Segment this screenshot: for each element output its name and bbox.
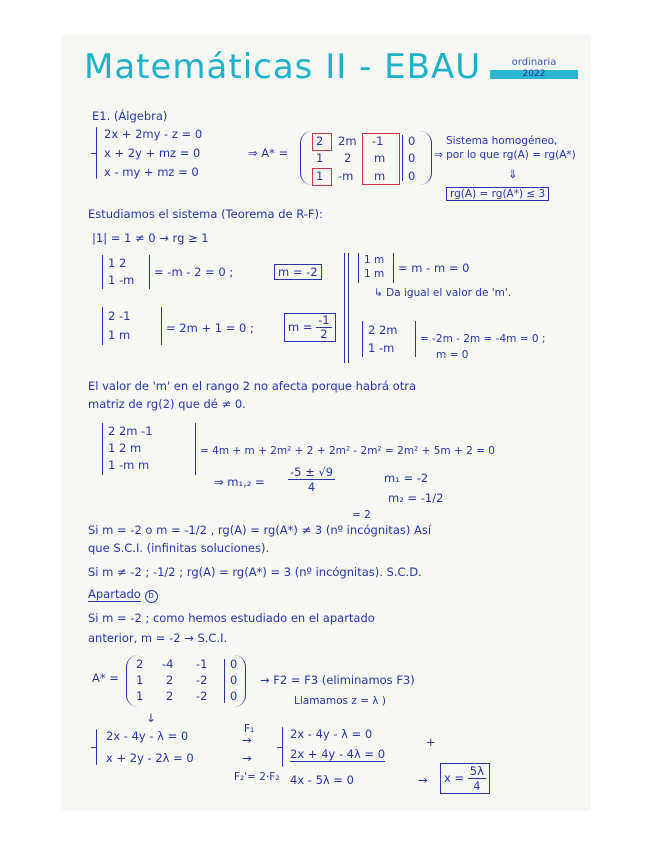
system-2-eq-2: x + 2y - 2λ = 0 (106, 751, 194, 765)
operation-f2: F₂'= 2·F₂ (234, 771, 280, 783)
det-4-row-2: 1 -m (368, 341, 395, 355)
augmented-matrix-b (126, 655, 246, 707)
roots-frac-num: -5 ± √9 (290, 465, 334, 479)
det-2-frac-den: 2 (320, 327, 328, 341)
det-1-result: = -m - 2 = 0 ; (154, 265, 234, 279)
column-divider (344, 253, 345, 363)
paragraph-line-1: El valor de 'm' en el rango 2 no afecta porque habrá otra (88, 379, 417, 393)
final-answer-den: 4 (473, 779, 481, 793)
det-2-frac-num: -1 (318, 313, 330, 327)
apartado-letter: b (145, 590, 158, 603)
det-1-row-2: 1 -m (108, 273, 135, 287)
study-heading: Estudiamos el sistema (Teorema de R-F): (88, 207, 323, 221)
rank-bound-box: rg(A) = rg(A*) ≤ 3 (446, 187, 549, 201)
matrix-b-divider (224, 659, 225, 703)
homogeneous-note: Sistema homogéneo, (446, 135, 558, 147)
implies-arrow: ⇓ (508, 167, 518, 181)
case-1: Si m = -2 o m = -1/2 , rg(A) = rg(A*) ≠ 3 (nº incógnitas) Así (88, 523, 432, 537)
matB-r3c4: 0 (230, 689, 238, 703)
column-divider-2 (348, 253, 349, 363)
matA-r1c4: 0 (408, 134, 416, 148)
final-arrow: → (418, 773, 428, 787)
operation-arrow-2: → (242, 751, 252, 765)
roots-frac-den: 4 (307, 480, 316, 494)
final-answer (440, 763, 490, 794)
system-2-eq-1: 2x - 4y - λ = 0 (106, 729, 189, 743)
det-3-note: ↳ Da igual el valor de 'm'. (374, 287, 512, 299)
det-4-result: = -2m - 2m = -4m = 0 ; (420, 333, 546, 345)
system-2-brace (96, 729, 97, 765)
matB-r1c2: -4 (162, 657, 174, 671)
apartado-label: Apartado (88, 587, 141, 601)
det-5-row-2: 1 2 m (108, 441, 142, 455)
operation-arrow-1: → (242, 733, 252, 747)
system-eq-2: x + 2y + mz = 0 (104, 146, 201, 160)
matB-r1c4: 0 (230, 657, 238, 671)
matA-r2c4: 0 (408, 151, 416, 165)
det-5-result: = 4m + m + 2m² + 2 + 2m² - 2m² = 2m² + 5m + 2 = 0 (200, 445, 495, 457)
roots-frac (288, 465, 335, 494)
part-b-line-2: anterior, m = -2 → S.C.I. (88, 631, 228, 645)
operation-f1: F₁ (244, 723, 255, 735)
final-answer-lhs: x = (444, 771, 465, 785)
system-eq-3: x - my + mz = 0 (104, 165, 199, 179)
system-3-eq-1: 2x - 4y - λ = 0 (290, 727, 373, 741)
apartado-heading (88, 587, 158, 603)
down-arrow: ↓ (146, 711, 156, 725)
det-2-solution-frac (316, 314, 331, 341)
matA-r2c2: 2 (344, 151, 352, 165)
matB-r3c1: 1 (136, 689, 144, 703)
rank-equality-note: ⇒ por lo que rg(A) = rg(A*) (434, 149, 576, 161)
det-2-result: = 2m + 1 = 0 ; (166, 321, 254, 335)
parameter-note: Llamamos z = λ ) (294, 695, 386, 707)
notebook-page (62, 35, 590, 810)
matA-r1c3: -1 (372, 134, 384, 148)
det-3-result: = m - m = 0 (398, 261, 470, 275)
matB-r2c2: 2 (166, 673, 174, 687)
page-title: Matemáticas II - EBAU (84, 47, 482, 87)
part-b-line-1: Si m = -2 ; como hemos estudiado en el apartado (88, 611, 375, 625)
root-1: m₁ = -2 (384, 471, 429, 485)
root-2: m₂ = -1/2 (388, 491, 444, 505)
augmented-matrix-label: ⇒ A* = (248, 146, 289, 160)
matA-r2c1: 1 (316, 151, 324, 165)
exercise-heading: E1. (Álgebra) (92, 109, 168, 123)
matA-r1c2: 2m (338, 134, 357, 148)
tag-year: 2022 (490, 70, 578, 79)
roots-formula (288, 465, 335, 494)
final-answer-num: 5λ (469, 764, 484, 778)
system-3-brace (282, 727, 283, 767)
matA-r3c4: 0 (408, 169, 416, 183)
matB-r2c4: 0 (230, 673, 238, 687)
det-2-row-2: 1 m (108, 328, 131, 342)
det-2-solution (284, 313, 336, 342)
exam-tag (486, 57, 582, 80)
matB-r3c2: 2 (166, 689, 174, 703)
rank-superscript: = 2 (352, 509, 371, 521)
augmented-divider (402, 135, 403, 181)
det-1-row-1: 1 2 (108, 256, 127, 270)
matA-r3c3: m (374, 169, 386, 183)
system-3-sum: 4x - 5λ = 0 (290, 773, 354, 787)
matA-r2c3: m (374, 151, 386, 165)
row-operation-note: → F2 = F3 (eliminamos F3) (260, 673, 415, 687)
matA-r1c1: 2 (316, 134, 324, 148)
final-answer-frac (468, 764, 486, 793)
det-2-row-1: 2 -1 (108, 309, 131, 323)
rank-step-1: |1| = 1 ≠ 0 → rg ≥ 1 (92, 231, 209, 245)
det-3-row-1: 1 m (364, 254, 385, 266)
roots-label: ⇒ m₁,₂ = (214, 475, 265, 489)
matrix-b-label: A* = (92, 671, 119, 685)
matB-r3c3: -2 (196, 689, 208, 703)
det-4-solution: m = 0 (436, 349, 469, 361)
case-2: Si m ≠ -2 ; -1/2 ; rg(A) = rg(A*) = 3 (nº incógnitas). S.C.D. (88, 565, 422, 579)
det-5-row-3: 1 -m m (108, 458, 150, 472)
system-eq-1: 2x + 2my - z = 0 (104, 127, 203, 141)
matA-r3c2: -m (338, 169, 354, 183)
case-1-conclusion: que S.C.I. (infinitas soluciones). (88, 541, 270, 555)
tag-ordinaria: ordinaria (511, 57, 557, 68)
sum-plus: + (426, 735, 436, 749)
matB-r2c3: -2 (196, 673, 208, 687)
det-3-row-2: 1 m (364, 268, 385, 280)
matB-r2c1: 1 (136, 673, 144, 687)
det-5-row-1: 2 2m -1 (108, 424, 153, 438)
matA-r3c1: 1 (316, 169, 324, 183)
matB-r1c1: 2 (136, 657, 144, 671)
det-1-solution: m = -2 (274, 264, 322, 280)
system-3-eq-2: 2x + 4y - 4λ = 0 (290, 747, 386, 761)
system-brace (96, 127, 97, 179)
matB-r1c3: -1 (196, 657, 208, 671)
det-2-solution-lhs: m = (288, 320, 313, 334)
det-4-row-1: 2 2m (368, 323, 398, 337)
paragraph-line-2: matriz de rg(2) que dé ≠ 0. (88, 397, 246, 411)
